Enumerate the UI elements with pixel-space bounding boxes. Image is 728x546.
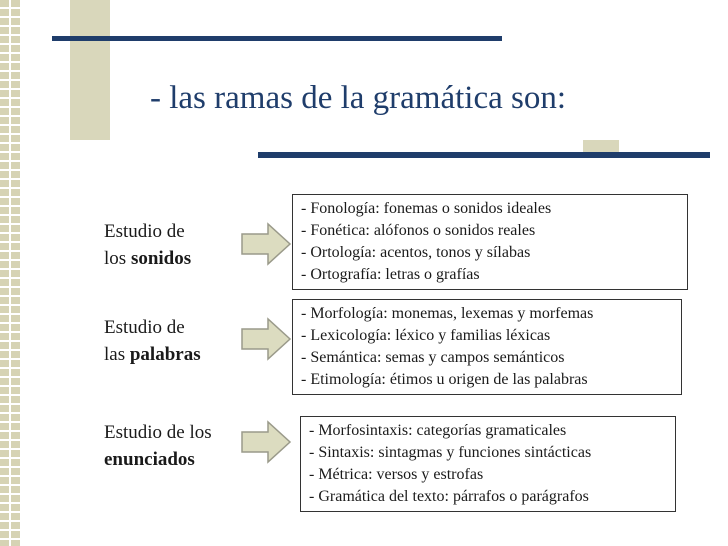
row-label-line2 (104, 245, 191, 272)
row-label-prefix: las (104, 344, 130, 365)
right-arrow-icon (240, 317, 292, 361)
list-item: - Fonética: alófonos o sonidos reales (301, 222, 536, 239)
row-label-line2 (104, 341, 201, 368)
list-item: - Gramática del texto: párrafos o parágrafos (309, 488, 589, 505)
list-item: - Morfosintaxis: categorías gramaticales (309, 422, 567, 439)
list-item: - Etimología: étimos u origen de las palabras (301, 371, 588, 388)
row-label-bold: sonidos (130, 248, 192, 269)
branch-box-enunciados (300, 416, 676, 512)
row-label-enunciados (104, 419, 212, 473)
row-label-palabras (104, 314, 201, 368)
row-label-line2 (104, 446, 212, 473)
right-arrow-icon (240, 222, 292, 266)
row-label-line1: Estudio de los (104, 422, 212, 443)
row-label-line1: Estudio de (104, 221, 185, 242)
right-arrow-icon (240, 420, 292, 464)
decorative-stripes (0, 0, 22, 546)
row-label-prefix: los (104, 248, 131, 269)
branch-box-sonidos (292, 194, 688, 290)
list-item: - Sintaxis: sintagmas y funciones sintácticas (309, 444, 592, 461)
slide-title: - las ramas de la gramática son: (150, 80, 566, 116)
row-label-bold: palabras (129, 344, 201, 365)
row-label-line1: Estudio de (104, 317, 185, 338)
list-item: - Métrica: versos y estrofas (309, 466, 484, 483)
row-label-sonidos (104, 218, 191, 272)
decorative-block-top (70, 0, 110, 140)
list-item: - Ortografía: letras o grafías (301, 266, 480, 283)
row-label-bold: enunciados (104, 449, 195, 470)
list-item: - Morfología: monemas, lexemas y morfemas (301, 305, 594, 322)
list-item: - Fonología: fonemas o sonidos ideales (301, 200, 552, 217)
list-item: - Ortología: acentos, tonos y sílabas (301, 244, 531, 261)
decorative-bar-bottom (258, 152, 710, 158)
list-item: - Semántica: semas y campos semánticos (301, 349, 565, 366)
list-item: - Lexicología: léxico y familias léxicas (301, 327, 551, 344)
decorative-bar-top (52, 36, 502, 41)
branch-box-palabras (292, 299, 682, 395)
